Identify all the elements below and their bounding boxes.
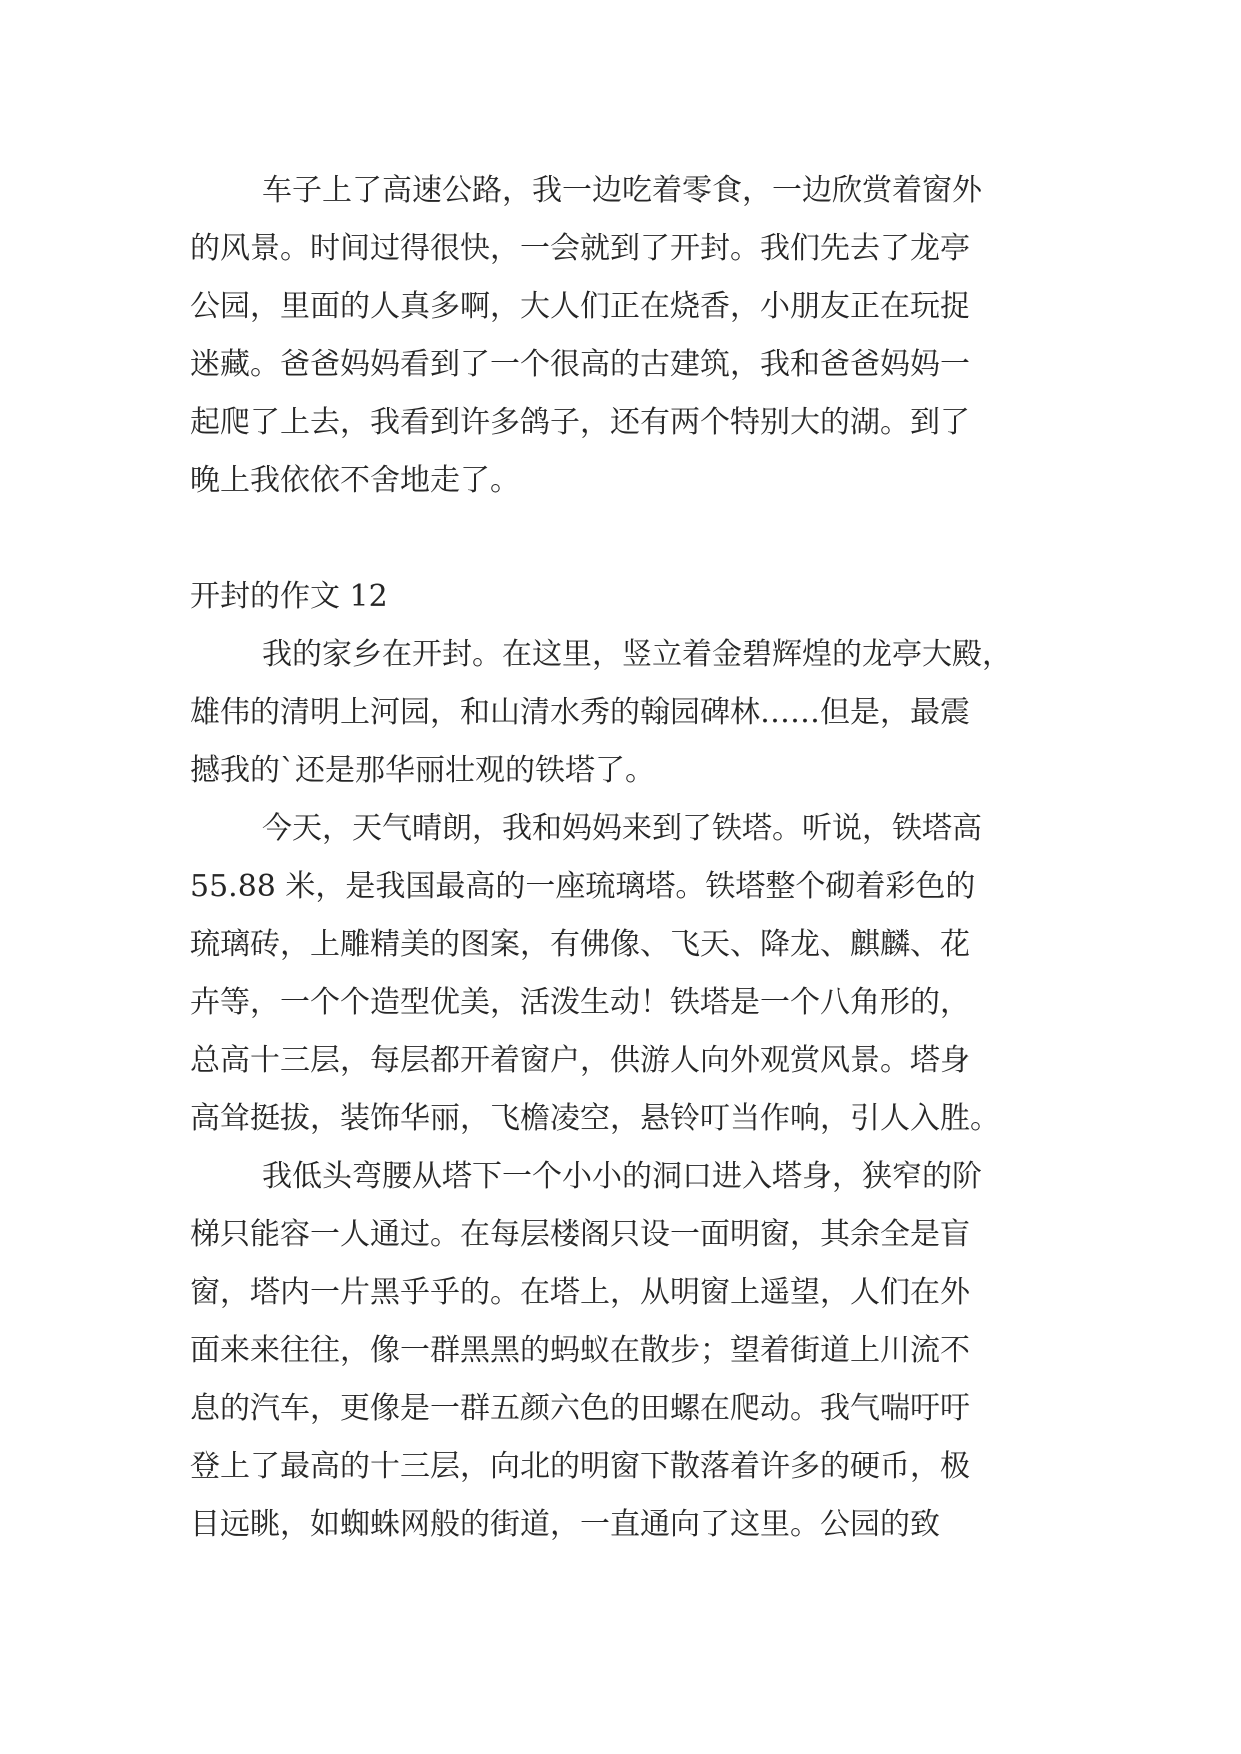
paragraph-line: 总高十三层，每层都开着窗户，供游人向外观赏风景。塔身 bbox=[190, 1043, 970, 1078]
paragraph-line: 车子上了高速公路，我一边吃着零食，一边欣赏着窗外 bbox=[262, 173, 982, 208]
paragraph-line: 的风景。时间过得很快，一会就到了开封。我们先去了龙亭 bbox=[190, 231, 970, 266]
section-heading: 开封的作文 12 bbox=[190, 579, 388, 614]
paragraph-line: 晚上我依依不舍地走了。 bbox=[190, 463, 520, 498]
paragraph-line: 雄伟的清明上河园，和山清水秀的翰园碑林……但是，最震 bbox=[190, 695, 970, 730]
paragraph-line: 今天，天气晴朗，我和妈妈来到了铁塔。听说，铁塔高 bbox=[262, 811, 982, 846]
paragraph-line: 登上了最高的十三层，向北的明窗下散落着许多的硬币，极 bbox=[190, 1449, 970, 1484]
paragraph-line: 迷藏。爸爸妈妈看到了一个很高的古建筑，我和爸爸妈妈一 bbox=[190, 347, 970, 382]
paragraph-line: 撼我的`还是那华丽壮观的铁塔了。 bbox=[190, 753, 655, 788]
paragraph-line: 起爬了上去，我看到许多鸽子，还有两个特别大的湖。到了 bbox=[190, 405, 970, 440]
paragraph-line: 窗，塔内一片黑乎乎的。在塔上，从明窗上遥望，人们在外 bbox=[190, 1275, 970, 1310]
paragraph-line: 息的汽车，更像是一群五颜六色的田螺在爬动。我气喘吁吁 bbox=[190, 1391, 970, 1426]
section-2 bbox=[190, 568, 1060, 1554]
section-1 bbox=[190, 162, 1060, 510]
paragraph-line: 我的家乡在开封。在这里，竖立着金碧辉煌的龙亭大殿， bbox=[262, 637, 1012, 672]
paragraph-line: 琉璃砖，上雕精美的图案，有佛像、飞天、降龙、麒麟、花 bbox=[190, 927, 970, 962]
paragraph-line: 公园，里面的人真多啊，大人们正在烧香，小朋友正在玩捉 bbox=[190, 289, 970, 324]
paragraph-line: 目远眺，如蜘蛛网般的街道，一直通向了这里。公园的致 bbox=[190, 1507, 940, 1542]
paragraph-line: 高耸挺拔，装饰华丽，飞檐凌空，悬铃叮当作响，引人入胜。 bbox=[190, 1101, 1000, 1136]
paragraph-line: 我低头弯腰从塔下一个小小的洞口进入塔身，狭窄的阶 bbox=[262, 1159, 982, 1194]
paragraph-line: 卉等，一个个造型优美，活泼生动！铁塔是一个八角形的， bbox=[190, 985, 970, 1020]
paragraph-line: 面来来往往，像一群黑黑的蚂蚁在散步；望着街道上川流不 bbox=[190, 1333, 970, 1368]
paragraph-line: 55.88 米，是我国最高的一座琉璃塔。铁塔整个砌着彩色的 bbox=[190, 869, 976, 904]
paragraph-line: 梯只能容一人通过。在每层楼阁只设一面明窗，其余全是盲 bbox=[190, 1217, 970, 1252]
